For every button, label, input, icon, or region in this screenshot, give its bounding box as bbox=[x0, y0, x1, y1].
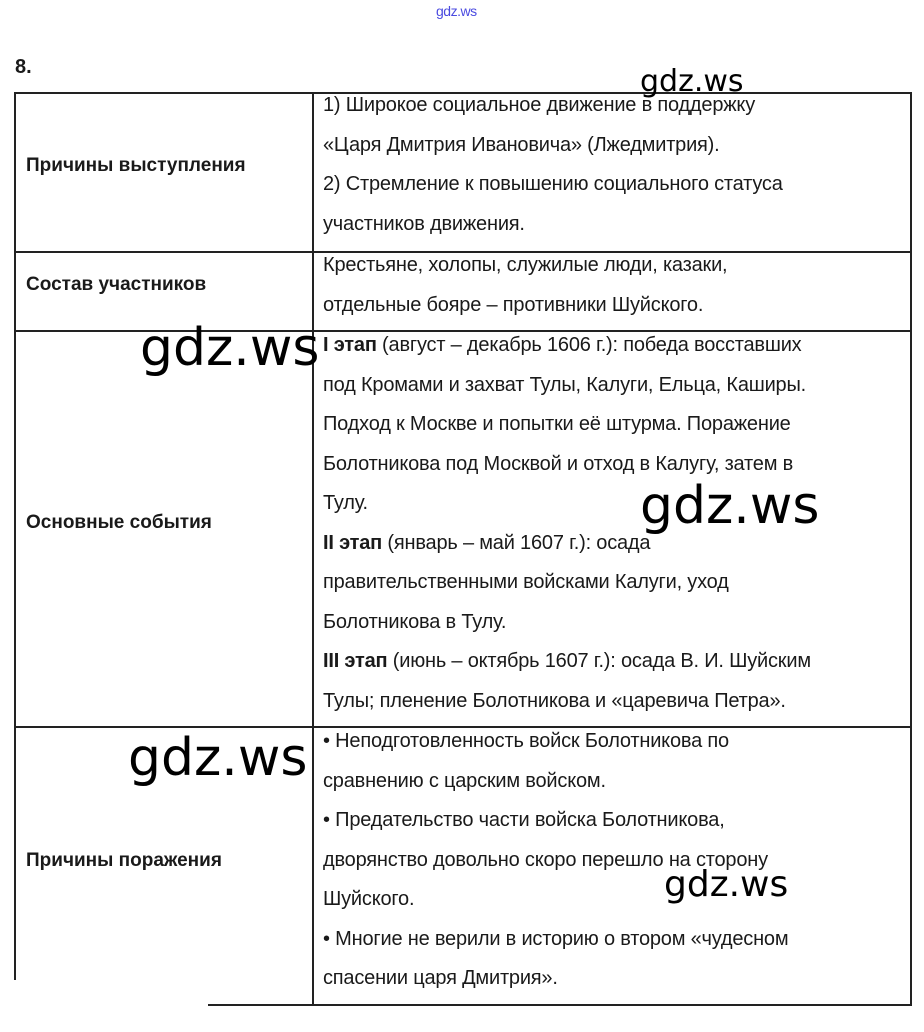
line-text: Крестьяне, холопы, служилые люди, казаки, bbox=[323, 254, 728, 276]
row-label-events: Основные события bbox=[26, 512, 212, 533]
cell-line bbox=[323, 126, 783, 166]
cell-line bbox=[323, 801, 788, 841]
watermark: gdz.ws bbox=[640, 64, 744, 99]
column-divider bbox=[312, 92, 314, 1006]
watermark: gdz.ws bbox=[140, 318, 320, 378]
line-text: • Неподготовленность войск Болотникова по bbox=[323, 730, 729, 752]
cell-line bbox=[323, 205, 783, 245]
row-label-participants: Состав участников bbox=[26, 274, 207, 295]
cell-line bbox=[323, 642, 811, 682]
line-text: (август – декабрь 1606 г.): победа восставших bbox=[376, 334, 802, 356]
cell-line bbox=[323, 286, 727, 326]
line-text: 1) Широкое социальное движение в поддержку bbox=[323, 94, 756, 116]
line-text: «Царя Дмитрия Ивановича» (Лжедмитрия). bbox=[323, 133, 720, 156]
line-text: • Многие не верили в историю о втором «чудесном bbox=[323, 927, 789, 950]
task-number: 8. bbox=[15, 56, 32, 78]
line-text: Тулу. bbox=[323, 492, 368, 514]
row-label-causes: Причины выступления bbox=[26, 155, 246, 176]
line-text: Подход к Москве и попытки её штурма. Поражение bbox=[323, 413, 791, 435]
cell-line bbox=[323, 722, 788, 762]
cell-line bbox=[323, 920, 788, 960]
line-text: (январь – май 1607 г.): осада bbox=[382, 531, 651, 554]
stage-label: III этап bbox=[323, 650, 388, 672]
line-text: 2) Стремление к повышению социального статуса bbox=[323, 173, 783, 195]
row-content-participants bbox=[323, 246, 727, 325]
line-text: Шуйского. bbox=[323, 888, 415, 910]
line-text: спасении царя Дмитрия». bbox=[323, 967, 558, 989]
cell-line bbox=[323, 246, 727, 286]
cell-line bbox=[323, 959, 788, 999]
cell-line bbox=[323, 563, 811, 603]
line-text: отдельные бояре – противники Шуйского. bbox=[323, 293, 704, 316]
line-text: правительственными войсками Калуги, уход bbox=[323, 571, 729, 593]
stage-label: II этап bbox=[323, 531, 383, 554]
line-text: сравнению с царским войском. bbox=[323, 769, 606, 792]
stage-label: I этап bbox=[323, 334, 377, 356]
line-text: под Кромами и захват Тулы, Калуги, Ельца, Каширы. bbox=[323, 373, 807, 396]
watermark: gdz.ws bbox=[640, 476, 820, 536]
line-text: (июнь – октябрь 1607 г.): осада В. И. Шуйским bbox=[387, 650, 811, 672]
cell-line bbox=[323, 762, 788, 802]
line-text: Болотникова под Москвой и отход в Калугу, затем в bbox=[323, 452, 794, 475]
cell-line bbox=[323, 366, 811, 406]
cell-line bbox=[323, 405, 811, 445]
watermark: gdz.ws bbox=[128, 728, 308, 788]
line-text: • Предательство части войска Болотникова, bbox=[323, 809, 725, 831]
cell-line bbox=[323, 603, 811, 643]
table-border-left bbox=[14, 92, 16, 980]
line-text: участников движения. bbox=[323, 212, 525, 235]
row-content-defeat bbox=[323, 722, 788, 999]
cell-line bbox=[323, 165, 783, 205]
line-text: Тулы; пленение Болотникова и «царевича Петра». bbox=[323, 689, 786, 712]
line-text: Болотникова в Тулу. bbox=[323, 610, 507, 633]
watermark-top: gdz.ws bbox=[436, 3, 477, 19]
table-border-right bbox=[910, 92, 912, 1006]
line-text: дворянство довольно скоро перешло на сторону bbox=[323, 848, 768, 871]
cell-line bbox=[323, 326, 811, 366]
row-content-causes bbox=[323, 86, 783, 244]
watermark: gdz.ws bbox=[664, 864, 789, 905]
cell-line bbox=[323, 682, 811, 722]
row-label-defeat: Причины поражения bbox=[26, 850, 222, 871]
